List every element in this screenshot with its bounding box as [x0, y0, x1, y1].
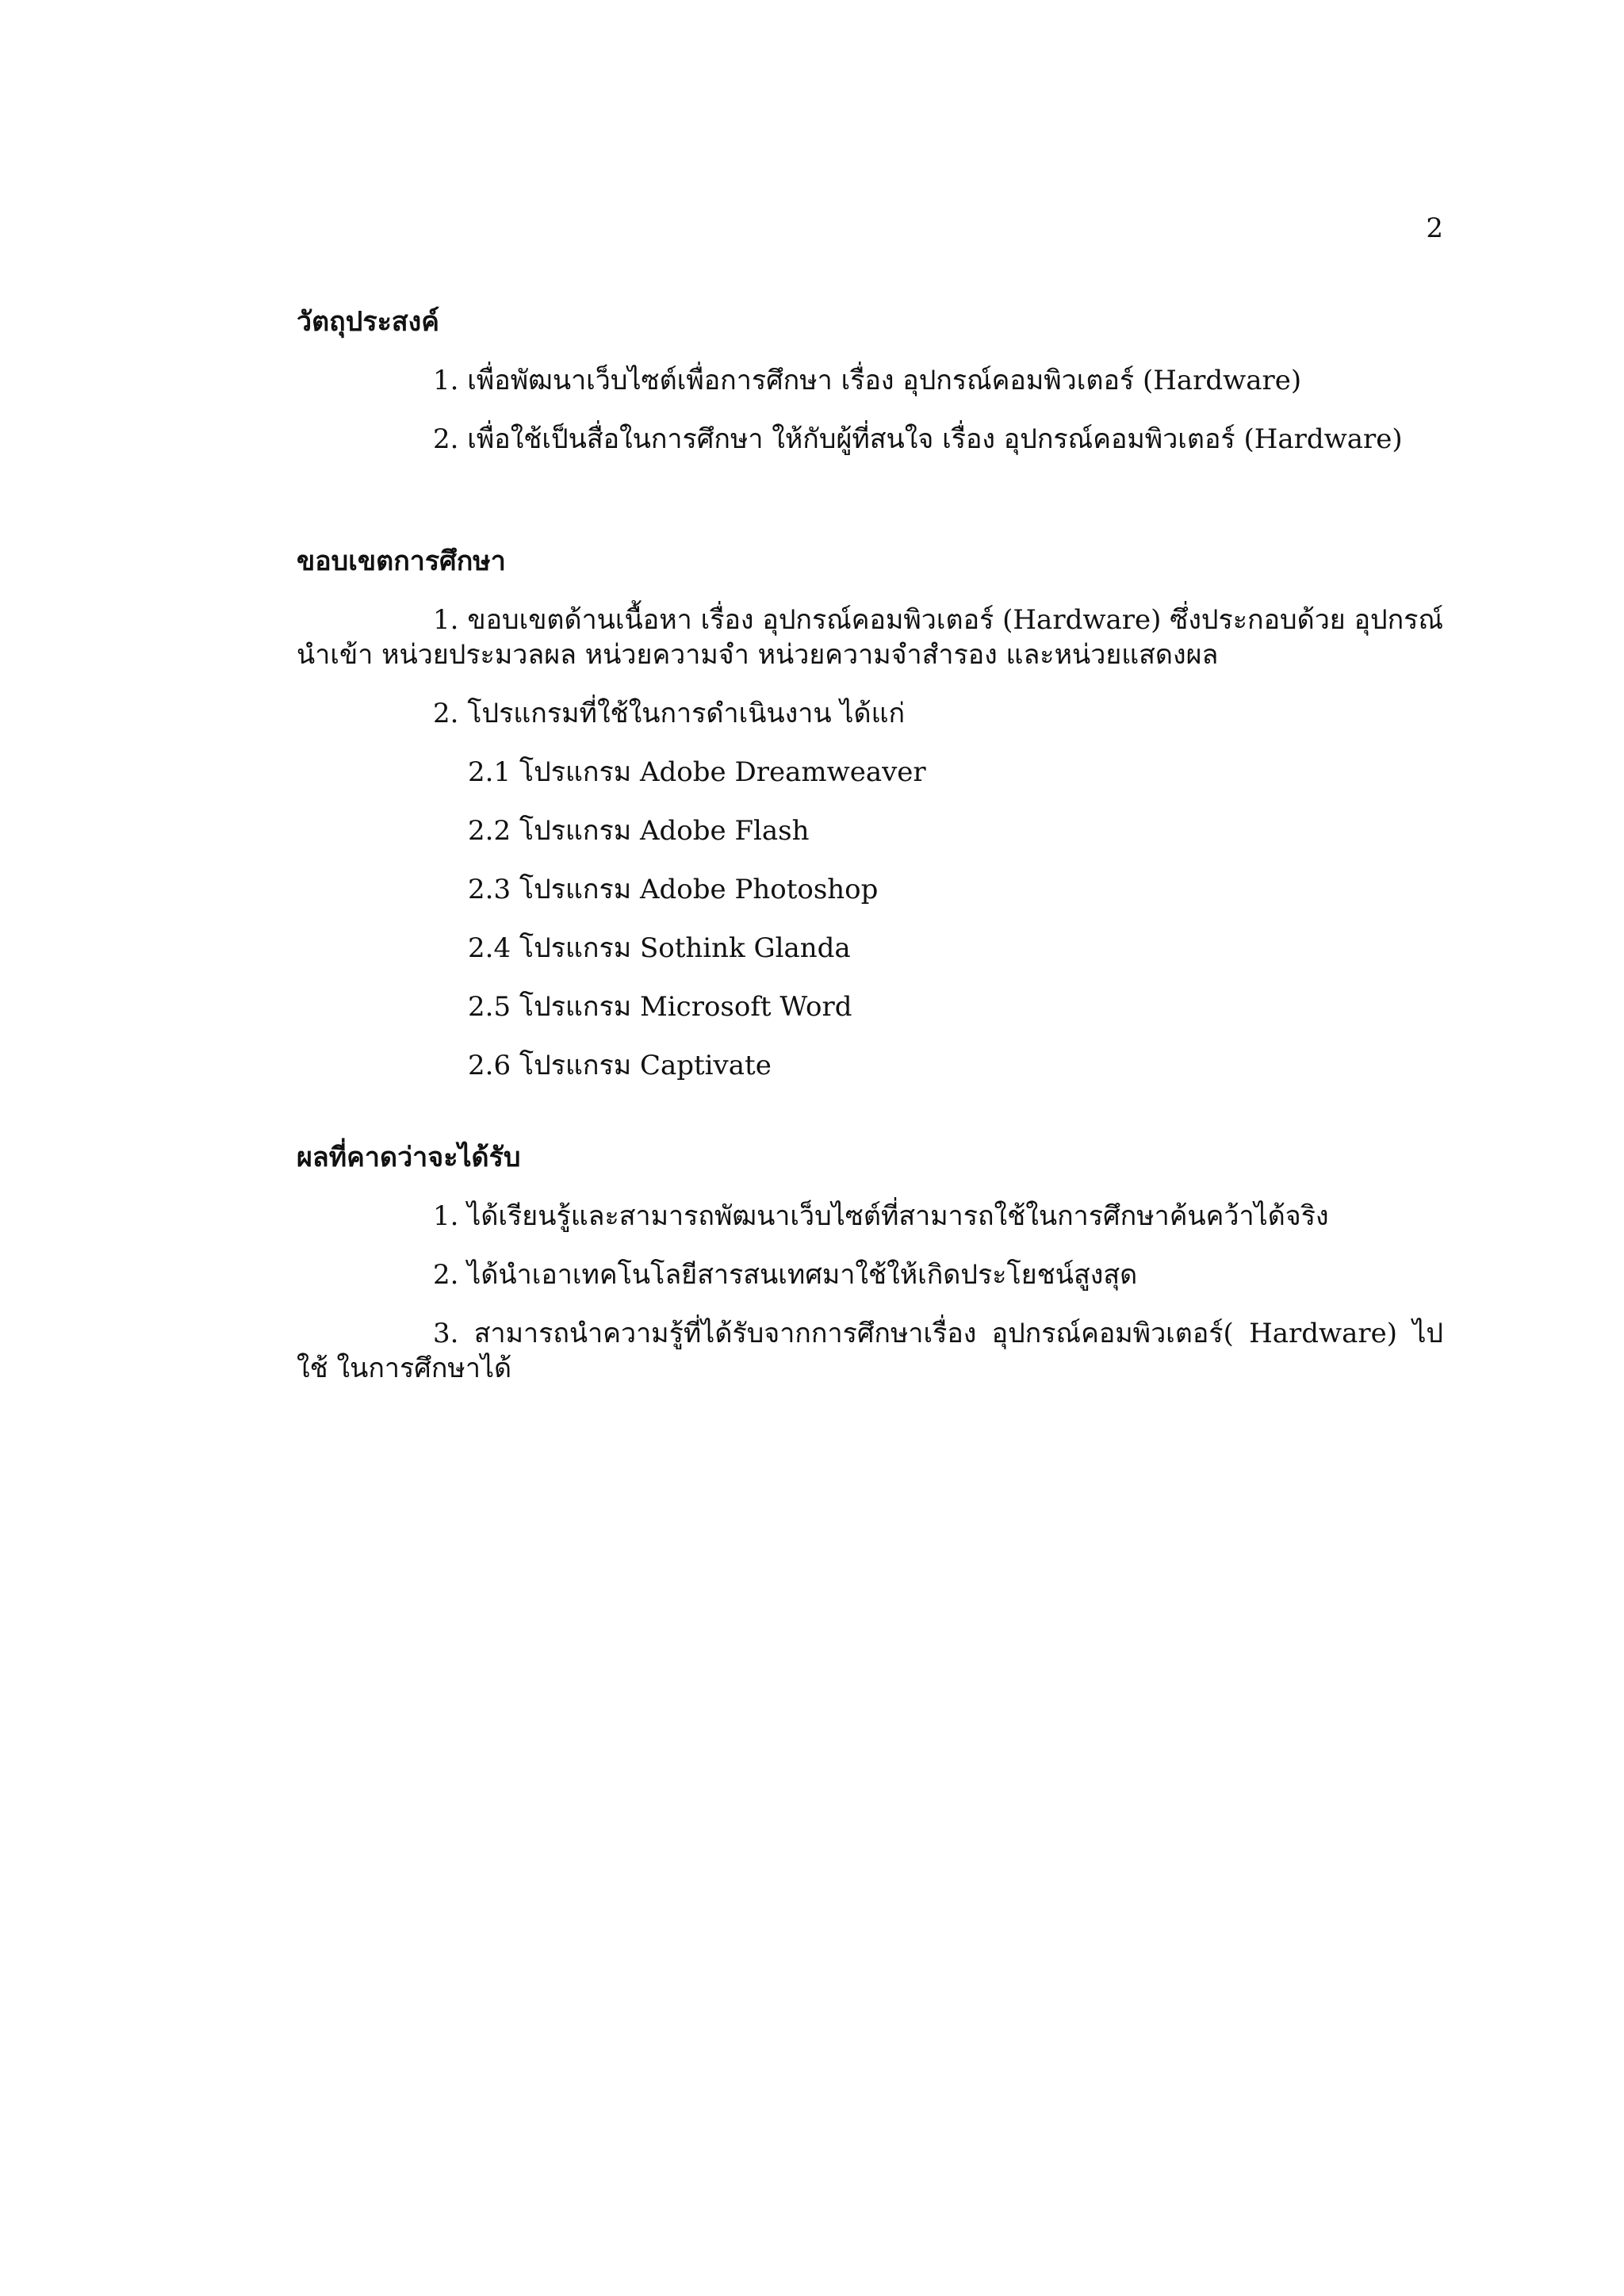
document-body	[297, 304, 1443, 1410]
program-list-item: 2.4 โปรแกรม Sothink Glanda	[468, 932, 851, 964]
scope-item-programs: 2. โปรแกรมที่ใช้ในการดำเนินงาน ได้แก่	[433, 698, 906, 729]
expected-item: 3. สามารถนำความรู้ที่ได้รับจากการศึกษาเรื่อง อุปกรณ์คอมพิวเตอร์( Hardware) ไปใช้ ในการศึกษาได้	[297, 1318, 1443, 1384]
objective-item: 1. เพื่อพัฒนาเว็บไซต์เพื่อการศึกษา เรื่อง อุปกรณ์คอมพิวเตอร์ (Hardware)	[433, 365, 1302, 396]
program-list-item: 2.1 โปรแกรม Adobe Dreamweaver	[468, 756, 926, 788]
page-number: 2	[1426, 212, 1443, 244]
section-title-scope: ขอบเขตการศึกษา	[297, 545, 506, 577]
section-title-expected: ผลที่คาดว่าจะได้รับ	[297, 1142, 521, 1173]
program-list-item: 2.3 โปรแกรม Adobe Photoshop	[468, 874, 879, 905]
program-list-item: 2.5 โปรแกรม Microsoft Word	[468, 991, 852, 1023]
expected-item: 1. ได้เรียนรู้และสามารถพัฒนาเว็บไซต์ที่สามารถใช้ในการศึกษาค้นคว้าได้จริง	[433, 1200, 1329, 1232]
scope-item-content: 1. ขอบเขตด้านเนื้อหา เรื่อง อุปกรณ์คอมพิวเตอร์ (Hardware) ซึ่งประกอบด้วย อุปกรณ์นำเข้า หน่วยประมวลผล หน่วยความจำ หน่วยความจำสำรอง และหน่วยแสดงผล	[297, 604, 1443, 671]
section-title-objectives: วัตถุประสงค์	[297, 306, 439, 338]
program-list-item: 2.6 โปรแกรม Captivate	[468, 1050, 772, 1081]
expected-item: 2. ได้นำเอาเทคโนโลยีสารสนเทศมาใช้ให้เกิดประโยชน์สูงสุด	[433, 1259, 1138, 1291]
program-list-item: 2.2 โปรแกรม Adobe Flash	[468, 815, 810, 847]
objective-item: 2. เพื่อใช้เป็นสื่อในการศึกษา ให้กับผู้ที่สนใจ เรื่อง อุปกรณ์คอมพิวเตอร์ (Hardware)	[433, 423, 1403, 455]
